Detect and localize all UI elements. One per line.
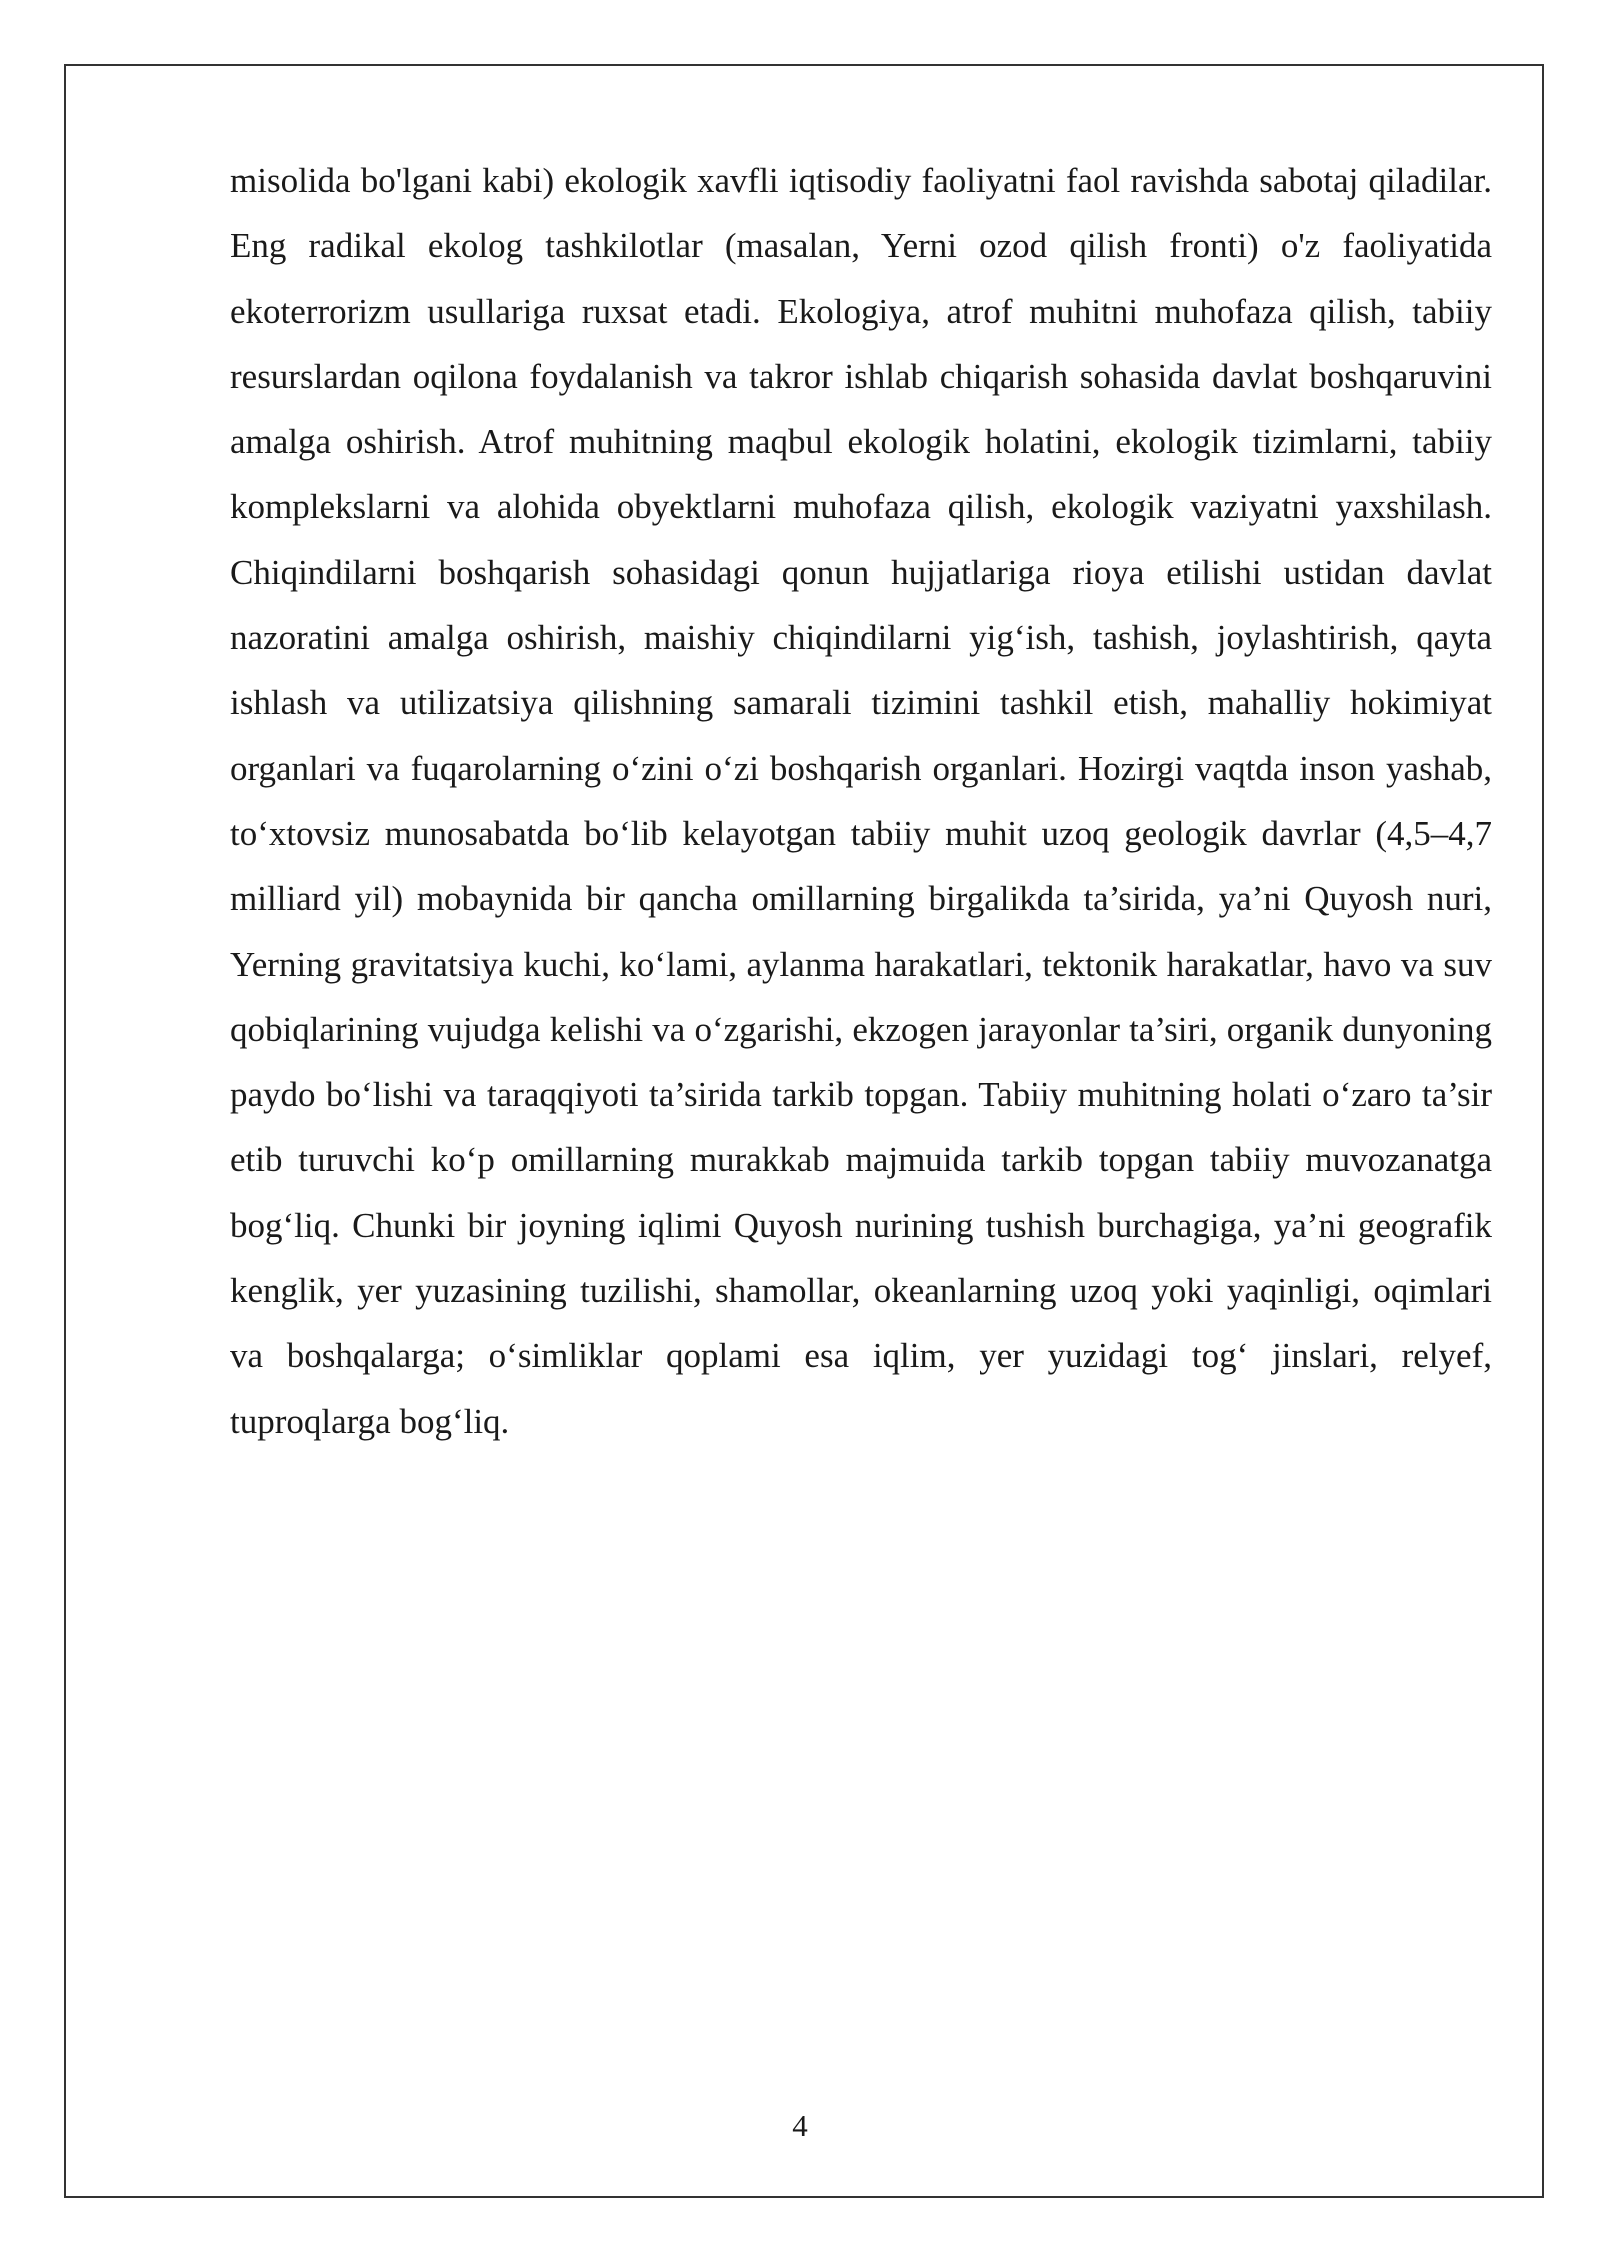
page-number: 4 [792,2108,808,2143]
body-paragraph: misolida bo'lgani kabi) ekologik xavfli iqtisodiy faoliyatni faol ravishda sabotaj qiladilar. Eng radikal ekolog tashkilotlar (masalan, Yerni ozod qilish fronti) o'z faoliyatida ekoterrorizm usullariga ruxsat etadi. Ekologiya, atrof muhitni muhofaza qilish, tabiiy resurslardan oqilona foydalanish va takror ishlab chiqarish sohasida davlat boshqaruvini amalga oshirish. Atrof muhitning maqbul ekologik holatini, ekologik tizimlarni, tabiiy komplekslarni va alohida obyektlarni muhofaza qilish, ekologik vaziyatni yaxshilash. Chiqindilarni boshqarish sohasidagi qonun hujjatlariga rioya etilishi ustidan davlat nazoratini amalga oshirish, maishiy chiqindilarni yig‘ish, tashish, joylashtirish, qayta ishlash va utilizatsiya qilishning samarali tizimini tashkil etish, mahalliy hokimiyat organlari va fuqarolarning o‘zini o‘zi boshqarish organlari. Hozirgi vaqtda inson yashab, to‘xtovsiz munosabatda bo‘lib kelayotgan tabiiy muhit uzoq geologik davrlar (4,5–4,7 milliard yil) mobaynida bir qancha omillarning birgalikda ta’sirida, ya’ni Quyosh nuri, Yerning gravitatsiya kuchi, ko‘lami, aylanma harakatlari, tektonik harakatlar, havo va suv qobiqlarining vujudga kelishi va o‘zgarishi, ekzogen jarayonlar ta’siri, organik dunyoning paydo bo‘lishi va taraqqiyoti ta’sirida tarkib topgan. Tabiiy muhitning holati o‘zaro ta’sir etib turuvchi ko‘p omillarning murakkab majmuida tarkib topgan tabiiy muvozanatga bog‘liq. Chunki bir joyning iqlimi Quyosh nurining tushish burchagiga, ya’ni geografik kenglik, yer yuzasining tuzilishi, shamollar, okeanlarning uzoq yoki yaqinligi, oqimlari va boshqalarga; o‘simliklar qoplami esa iqlim, yer yuzidagi tog‘ jinslari, relyef, tuproqlarga bog‘liq. [230,161,1492,1441]
